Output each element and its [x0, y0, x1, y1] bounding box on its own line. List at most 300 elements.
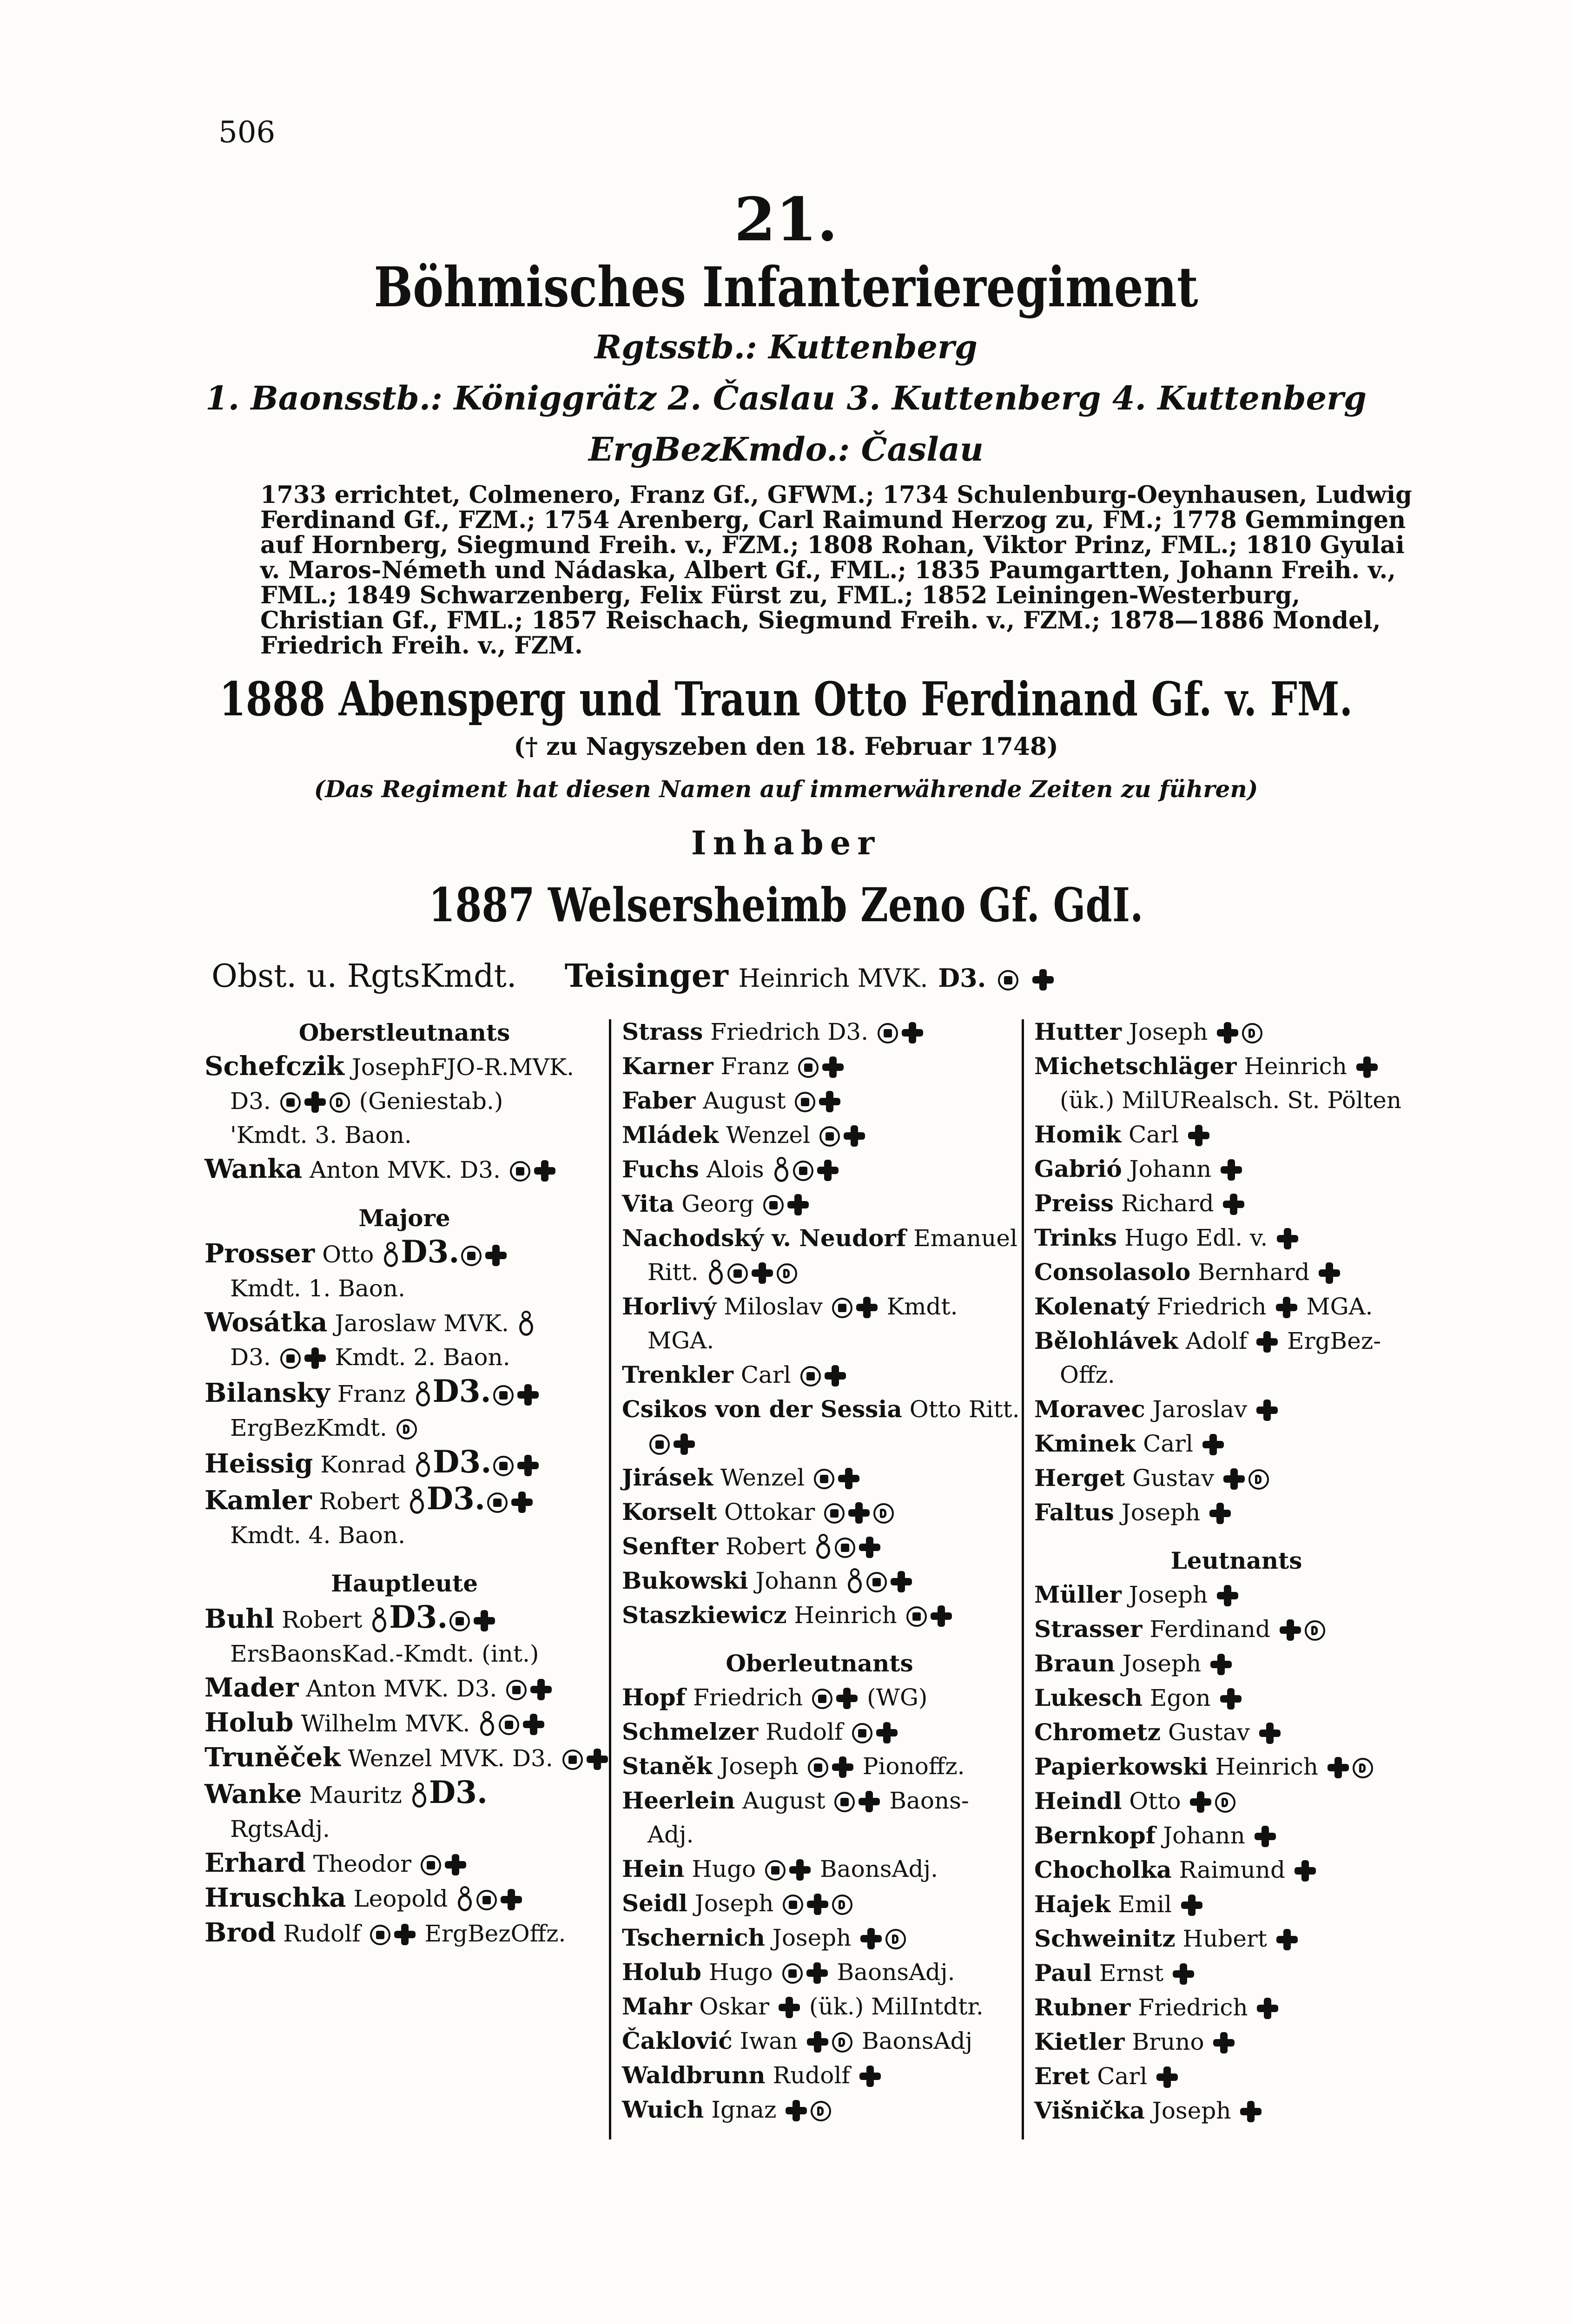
officer-forename: Gustav [1168, 1719, 1250, 1746]
cross-icon [1240, 2101, 1262, 2122]
officer-forename: Egon [1149, 1684, 1211, 1711]
assignment-note: MGA. [1306, 1293, 1373, 1320]
cross-icon [534, 1160, 555, 1182]
cross-icon [517, 1384, 539, 1406]
officer-column-1 [205, 1016, 604, 1951]
long-service-medal-icon [479, 1711, 495, 1737]
officer-entry [1034, 1392, 1439, 1426]
officer-forename: Konrad [320, 1451, 406, 1478]
spacer [205, 1187, 604, 1201]
regiment-name-note: (Das Regiment hat diesen Namen auf immerwährende Zeiten zu führen) [314, 775, 1258, 803]
continuation-text: ErgBezKmdt. [230, 1414, 387, 1441]
officer-forename: Friedrich [1156, 1293, 1267, 1320]
officer-surname: Buhl [205, 1604, 275, 1634]
regiment-history: 1733 errichtet, Colmenero, Franz Gf., GFWM.; 1734 Schulenburg-Oeynhausen, Ludwig Ferdinand Gf., FZM.; 1754 Arenberg, Carl Raimund Herzog zu, FM.; 1778 Gemmingen auf Hornberg, Siegmund Freih. v., FZM.; 1808 Rohan, Viktor Prinz, FML.; 1810 Gyulai v. Maros-Németh und Nádaska, Albert Gf., FML.; 1835 Paumgartten, Johann Freih. v., FML.; 1849 Schwarzenberg, Felix Fürst zu, FML.; 1852 Leiningen-Westerburg, Christian Gf., FML.; 1857 Reischach, Siegmund Freih. v., FZM.; 1878—1886 Mondel, Friedrich Freih. v., FZM. [260, 481, 1412, 660]
officer-forename: Friedrich D3. [710, 1018, 869, 1045]
cross-icon [501, 1889, 522, 1910]
cross-icon [931, 1605, 952, 1627]
military-merit-icon [510, 1161, 530, 1182]
officer-surname: Schefczik [205, 1051, 344, 1082]
cross-icon [1280, 1619, 1301, 1641]
officer-forename: Emanuel [913, 1225, 1017, 1252]
officer-surname: Višnička [1034, 2097, 1145, 2124]
officer-surname: Staněk [622, 1752, 713, 1780]
officer-forename: Joseph [1129, 1018, 1208, 1045]
bronze-medal-icon [1215, 1792, 1235, 1813]
officer-forename: Wenzel MVK. D3. [348, 1745, 553, 1772]
assignment-note: ErgBezOffz. [424, 1920, 566, 1947]
officer-entry [1034, 1921, 1439, 1956]
cross-icon [779, 1997, 800, 2018]
cross-icon [1319, 1262, 1340, 1284]
officer-entry [1034, 1495, 1439, 1530]
officer-forename: Joseph [772, 1924, 852, 1951]
officer-entry-continuation [1034, 1358, 1439, 1392]
cross-icon [1223, 1468, 1245, 1490]
long-service-medal-icon [518, 1311, 534, 1337]
officer-forename: Robert [725, 1533, 806, 1560]
officer-entry [205, 1152, 604, 1187]
officer-surname: Wosátka [205, 1307, 328, 1338]
officer-entry [622, 1529, 1017, 1564]
officer-forename: Hugo Edl. v. [1124, 1224, 1268, 1251]
officer-entry [622, 2093, 1017, 2127]
column-divider [1022, 1019, 1024, 2139]
officer-entry [622, 1921, 1017, 1955]
recruiting-district: ErgBezKmdo.: Časlau [588, 430, 984, 469]
military-merit-icon [798, 1057, 819, 1078]
page-number: 506 [218, 115, 276, 150]
military-merit-icon [727, 1263, 748, 1284]
officer-forename: Carl [1097, 2063, 1148, 2090]
officer-entry [1034, 1956, 1439, 1990]
officer-surname: Truněček [205, 1742, 341, 1773]
cross-icon [832, 1756, 853, 1778]
officer-forename: Friedrich [693, 1684, 803, 1711]
officer-surname: Michetschläger [1034, 1052, 1237, 1080]
spacer [622, 1632, 1017, 1646]
officer-entry [622, 1955, 1017, 1989]
officer-surname: Faltus [1034, 1499, 1114, 1526]
officer-entry [622, 1187, 1017, 1221]
military-merit-icon [812, 1689, 832, 1709]
cross-icon [1256, 1331, 1278, 1353]
officer-surname: Lukesch [1034, 1684, 1143, 1711]
officer-surname: Müller [1034, 1581, 1122, 1608]
officer-forename: Hugo [692, 1855, 756, 1882]
military-merit-icon [461, 1246, 482, 1266]
regiment-number: 21. [734, 185, 838, 255]
cross-icon [819, 1091, 840, 1112]
long-service-medal-icon [847, 1568, 863, 1594]
officer-entry [205, 1881, 604, 1916]
officer-forename: Jaroslaw MVK. [335, 1310, 509, 1337]
officer-entry [622, 1680, 1017, 1715]
cross-icon [1277, 1228, 1298, 1249]
officer-surname: Brod [205, 1917, 276, 1948]
officer-surname: Faber [622, 1087, 696, 1114]
officer-forename: Richard [1121, 1190, 1214, 1217]
continuation-text: Kmdt. 4. Baon. [230, 1522, 406, 1549]
officer-surname: Gabrió [1034, 1155, 1122, 1182]
military-merit-icon [476, 1890, 497, 1910]
long-service-medal-icon [815, 1534, 831, 1560]
spacer [1034, 1530, 1439, 1544]
officer-surname: Braun [1034, 1650, 1115, 1677]
officer-entry [1034, 1152, 1439, 1186]
officer-entry [622, 1460, 1017, 1495]
cross-icon [1223, 1194, 1244, 1215]
officer-forename: Johann [1129, 1155, 1212, 1182]
military-merit-icon [834, 1792, 855, 1812]
officer-forename: Adolf [1185, 1327, 1248, 1354]
continuation-text: D3. [230, 1088, 271, 1115]
cross-icon [1217, 1022, 1238, 1043]
officer-forename: Mauritz [309, 1782, 402, 1809]
officer-surname: Schmelzer [622, 1718, 759, 1745]
officer-entry [205, 1050, 604, 1084]
officer-entry [622, 2058, 1017, 2093]
officer-entry [205, 1374, 604, 1411]
cross-icon [1173, 1963, 1194, 1985]
namesake-line: 1888 Abensperg und Traun Otto Ferdinand Gf. v. FM. [219, 672, 1353, 726]
military-merit-icon [499, 1715, 519, 1735]
officer-forename: Alois [706, 1156, 764, 1183]
officer-surname: Trenkler [622, 1361, 733, 1388]
continuation-text: Offz. [1060, 1361, 1115, 1388]
officer-surname: Senfter [622, 1532, 719, 1560]
officer-surname: Nachodský v. Neudorf [622, 1224, 906, 1252]
officer-forename: Franz [720, 1053, 789, 1080]
continuation-text: D3. [230, 1344, 271, 1371]
officer-surname: Papierkowski [1034, 1753, 1208, 1780]
military-merit-icon [852, 1723, 872, 1743]
cross-icon [304, 1347, 326, 1369]
officer-entry [1034, 2025, 1439, 2059]
officer-entry [1034, 1750, 1439, 1784]
officer-surname: Chrometz [1034, 1718, 1161, 1746]
cross-icon [859, 1791, 880, 1812]
officer-entry [622, 1598, 1017, 1632]
rank-heading-oberstleutnants: Oberstleutnants [298, 1019, 510, 1046]
bronze-medal-icon [1248, 1469, 1269, 1490]
military-merit-icon [998, 970, 1018, 990]
officer-surname: Kamler [205, 1485, 312, 1516]
cross-icon [1276, 1297, 1297, 1318]
officer-entry [1034, 1578, 1439, 1612]
officer-forename: Bernhard [1198, 1259, 1310, 1286]
rank-heading-majore: Majore [358, 1204, 450, 1232]
cross-icon [752, 1262, 773, 1284]
officer-forename: Iwan [740, 2027, 798, 2054]
officer-forename: Gustav [1132, 1465, 1215, 1492]
military-merit-icon [487, 1492, 508, 1513]
cross-icon [825, 1365, 846, 1386]
cross-icon [1188, 1125, 1209, 1146]
continuation-text: 'Kmdt. 3. Baon. [230, 1122, 412, 1149]
officer-forename: Heinrich [1215, 1753, 1318, 1780]
officer-entry-continuation [1034, 1083, 1439, 1117]
cross-icon [807, 1894, 828, 1915]
military-merit-icon [783, 1895, 803, 1915]
military-merit-icon [832, 1298, 852, 1318]
officer-entry [1034, 1784, 1439, 1818]
bronze-medal-icon [832, 1895, 852, 1915]
continuation-text: MGA. [647, 1327, 714, 1354]
cross-icon [1220, 1688, 1242, 1710]
cross-icon [474, 1610, 495, 1631]
officer-surname: Mahr [622, 1993, 692, 2020]
military-merit-icon [795, 1092, 815, 1112]
long-service-medal-icon [415, 1452, 431, 1478]
cross-icon [807, 2031, 828, 2053]
regiment-staff-location: Rgtsstb.: Kuttenberg [594, 328, 978, 366]
cross-icon [394, 1924, 416, 1945]
officer-entry [205, 1600, 604, 1637]
cross-icon [1032, 969, 1054, 990]
officer-surname: Karner [622, 1052, 713, 1080]
officer-forename: JosephFJO-R.MVK. [351, 1054, 575, 1081]
cross-icon [1295, 1860, 1316, 1882]
assignment-note: BaonsAdj. [837, 1959, 955, 1986]
officer-entry [1034, 1853, 1439, 1887]
cross-icon [1221, 1159, 1242, 1181]
cross-icon [1255, 1826, 1276, 1847]
officer-forename: Wenzel [720, 1464, 805, 1491]
officer-forename: Hubert [1182, 1925, 1267, 1952]
commander-row [211, 957, 1056, 995]
officer-entry-continuation [205, 1519, 604, 1552]
officer-surname: Vita [622, 1190, 674, 1217]
long-service-medal-icon [383, 1242, 399, 1268]
officer-entry [1034, 1324, 1439, 1358]
bronze-medal-icon [1353, 1758, 1373, 1778]
officer-entry [1034, 1426, 1439, 1461]
military-merit-icon [866, 1572, 887, 1592]
cross-icon [859, 1537, 880, 1558]
officer-entry [1034, 1990, 1439, 2025]
military-merit-icon [765, 1860, 786, 1881]
officer-surname: Eret [1034, 2062, 1090, 2090]
officer-forename: Joseph [720, 1753, 799, 1780]
cross-icon [856, 1297, 878, 1318]
assignment-note: Kmdt. 2. Baon. [335, 1344, 510, 1371]
officer-entry [205, 1306, 604, 1340]
officer-surname: Hruschka [205, 1882, 346, 1913]
long-service-medal-icon [371, 1607, 387, 1633]
officer-forename: Johann [755, 1567, 838, 1594]
officer-entry [622, 1495, 1017, 1529]
officer-forename: Otto [322, 1241, 374, 1268]
cross-icon [1202, 1434, 1224, 1455]
officer-surname: Bukowski [622, 1567, 748, 1594]
officer-column-3 [1034, 1015, 1439, 2128]
officer-surname: Bernkopf [1034, 1822, 1156, 1849]
assignment-note: Pionoffz. [862, 1753, 965, 1780]
officer-entry [1034, 1681, 1439, 1715]
officer-forename: Jaroslav [1152, 1396, 1248, 1423]
officer-forename: Ignaz [711, 2096, 777, 2123]
officer-entry [622, 1392, 1020, 1426]
officer-forename: Rudolf [766, 1718, 843, 1745]
officer-forename: Wilhelm MVK. [301, 1710, 470, 1737]
rank-heading-oberleutnants: Oberleutnants [726, 1650, 913, 1677]
cross-icon [587, 1749, 608, 1770]
decoration-d3: D3. [432, 1373, 491, 1409]
cross-icon [485, 1245, 507, 1266]
officer-entry [1034, 1255, 1439, 1289]
cross-icon [806, 1962, 828, 1984]
officer-surname: Čaklović [622, 2027, 733, 2054]
cross-icon [1256, 1400, 1278, 1421]
officer-entry-continuation [205, 1411, 604, 1445]
officer-forename: Raimund [1179, 1856, 1286, 1883]
officer-entry [1034, 1612, 1439, 1646]
military-merit-icon [370, 1925, 390, 1945]
cross-icon [445, 1854, 466, 1875]
officer-entry-continuation [205, 1340, 604, 1374]
officer-forename: Georg [681, 1190, 754, 1217]
commander-d3: D3. [938, 963, 986, 993]
officer-surname: Hopf [622, 1684, 686, 1711]
military-merit-icon [506, 1680, 527, 1700]
long-service-medal-icon [457, 1886, 473, 1912]
officer-forename: Ernst [1099, 1960, 1164, 1987]
officer-forename: Otto Ritt. [909, 1396, 1020, 1423]
officer-forename: Joseph [1121, 1499, 1201, 1526]
officer-entry [1034, 1461, 1439, 1495]
officer-forename: Joseph [1129, 1581, 1208, 1608]
officer-entry-continuation [205, 1637, 604, 1671]
bronze-medal-icon [873, 1503, 894, 1524]
officer-entry [622, 1783, 1017, 1818]
cross-icon [1156, 2067, 1178, 2088]
officer-surname: Hutter [1034, 1018, 1122, 1045]
officer-entry [1034, 1015, 1439, 1049]
bronze-medal-icon [1305, 1620, 1325, 1641]
bronze-medal-icon [777, 1263, 797, 1284]
officer-entry-continuation [205, 1272, 604, 1306]
officer-entry [205, 1445, 604, 1482]
officer-surname: Consolasolo [1034, 1258, 1191, 1286]
cross-icon [1259, 1723, 1281, 1744]
long-service-medal-icon [708, 1260, 724, 1286]
officer-surname: Staszkiewicz [622, 1601, 787, 1629]
officer-forename: Anton MVK. D3. [306, 1675, 497, 1702]
officer-entry [622, 1083, 1017, 1118]
officer-forename: Joseph [694, 1890, 774, 1917]
officer-forename: Carl [740, 1361, 791, 1388]
bronze-medal-icon [811, 2101, 831, 2121]
officer-forename: August [703, 1087, 786, 1114]
officer-entry-continuation [205, 1812, 604, 1846]
military-merit-icon [808, 1757, 828, 1778]
officer-surname: Trinks [1034, 1224, 1117, 1251]
military-merit-icon [819, 1126, 840, 1147]
officer-forename: Rudolf [283, 1920, 361, 1947]
officer-surname: Hajek [1034, 1890, 1111, 1918]
military-merit-icon [449, 1611, 470, 1631]
officer-entry [205, 1482, 604, 1519]
commander-forename: Heinrich MVK. [738, 964, 928, 993]
officer-entry [622, 1358, 1017, 1392]
officer-entry [622, 1564, 1017, 1598]
officer-forename: Hugo [708, 1959, 773, 1986]
rank-heading-leutnants: Leutnants [1170, 1547, 1302, 1574]
continuation-text: RgtsAdj. [230, 1816, 330, 1842]
regiment-title: Böhmisches Infanterieregiment [374, 255, 1198, 319]
officer-forename: Ottokar [724, 1499, 815, 1525]
officer-entry [1034, 1186, 1439, 1221]
officer-forename: Theodor [313, 1850, 412, 1877]
cross-icon [523, 1714, 544, 1735]
officer-surname: Waldbrunn [622, 2061, 766, 2089]
officer-forename: Wenzel [726, 1122, 811, 1149]
officer-forename: Emil [1118, 1891, 1172, 1918]
long-service-medal-icon [415, 1381, 431, 1407]
cross-icon [860, 1928, 882, 1949]
officer-surname: Jirásek [622, 1464, 713, 1491]
officer-entry [1034, 1221, 1439, 1255]
officer-surname: Kolenatý [1034, 1293, 1149, 1320]
officer-entry [622, 1749, 1017, 1783]
cross-icon [822, 1056, 844, 1078]
continuation-text: Adj. [647, 1821, 694, 1848]
cross-icon [511, 1492, 533, 1513]
inhaber-name: 1887 Welsersheimb Zeno Gf. GdI. [429, 878, 1143, 932]
officer-column-2 [622, 1015, 1020, 2127]
bronze-medal-icon [832, 2032, 852, 2053]
officer-entry [1034, 1887, 1439, 1921]
cross-icon [902, 1022, 923, 1043]
officer-entry [205, 1846, 604, 1881]
officer-forename: Franz [337, 1380, 406, 1407]
officer-entry-continuation [622, 1426, 1017, 1460]
officer-forename: Bruno [1132, 2028, 1204, 2055]
commander-rank: Obst. u. RgtsKmdt. [211, 958, 517, 995]
cross-icon [530, 1679, 552, 1700]
cross-icon [1217, 1585, 1238, 1606]
cross-icon [1356, 1056, 1378, 1078]
spacer [205, 1552, 604, 1566]
officer-entry [622, 1118, 1017, 1152]
cross-icon [891, 1571, 912, 1592]
officer-surname: Erhard [205, 1848, 306, 1878]
military-merit-icon [280, 1348, 301, 1369]
officer-forename: Oskar [699, 1993, 770, 2020]
officer-surname: Heissig [205, 1448, 313, 1479]
cross-icon [786, 2100, 807, 2121]
officer-entry [205, 1706, 604, 1741]
continuation-text: ErsBaonsKad.-Kmdt. (int.) [230, 1640, 539, 1667]
officer-entry [1034, 2059, 1439, 2093]
officer-surname: Kietler [1034, 2028, 1125, 2055]
assignment-note: Kmdt. [886, 1293, 958, 1320]
decoration-d3: D3. [401, 1234, 460, 1270]
military-merit-icon [824, 1503, 845, 1524]
military-merit-icon [793, 1161, 813, 1181]
cross-icon [1209, 1503, 1231, 1524]
decoration-d3: D3. [389, 1599, 448, 1635]
officer-forename: Heinrich [1244, 1053, 1347, 1080]
officer-surname: Homik [1034, 1121, 1122, 1148]
cross-icon [787, 1194, 809, 1215]
officer-surname: Seidl [622, 1889, 687, 1917]
officer-surname: Herget [1034, 1464, 1125, 1492]
officer-forename: Anton MVK. D3. [310, 1156, 501, 1183]
officer-surname: Fuchs [622, 1155, 699, 1183]
continuation-text: (ük.) MilURealsch. St. Pölten [1060, 1087, 1402, 1114]
